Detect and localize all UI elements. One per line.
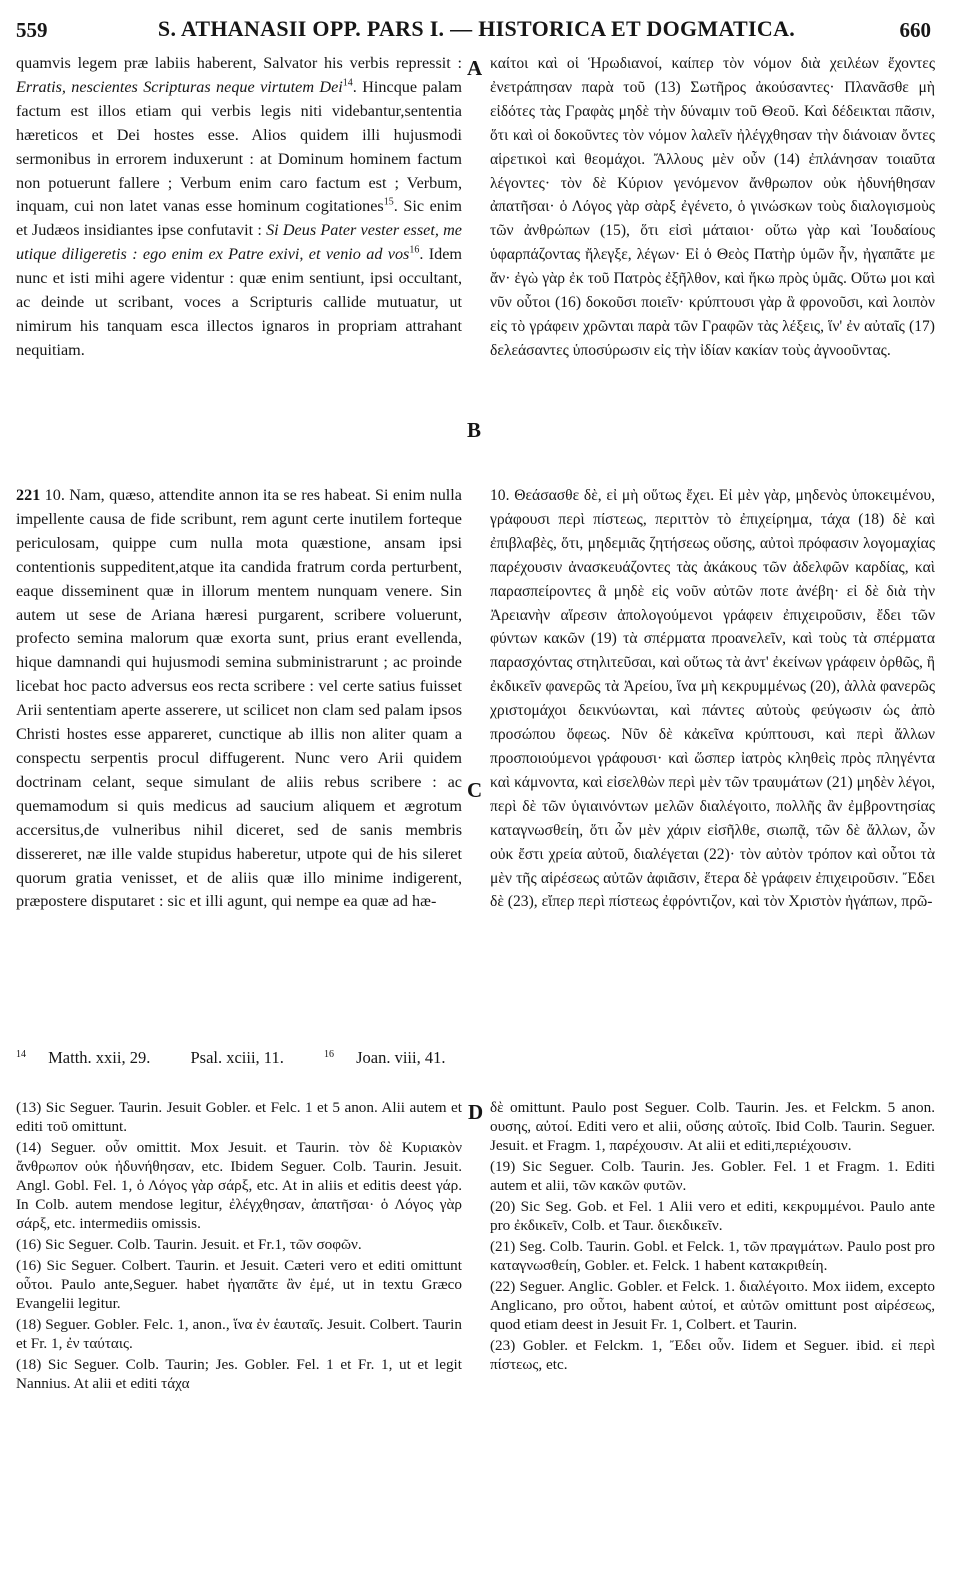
footnote: δὲ omittunt. Paulo post Seguer. Colb. Taurin. Jes. et Felckm. 5 anon. ουσης, αὐτοί. Editi vero et alii, οὔσης αὐτοῖς. Ibid Colb. Taurin. Seguer. Jesuit. et Fragm. 1, παρέχουσιν. At alii et editi,περιέχουσιν. [490,1099,935,1154]
footnote: (21) Seg. Colb. Taurin. Gobl. et Felck. 1, τῶν πραγμάτων. Paulo post pro καταγνωσθείη, Gobler. et. Felck. 1 habent κατακριθείη. [490,1238,935,1274]
latin-paragraph-1: quamvis legem præ labiis haberent, Salvator his verbis repressit : Erratis, nescientes Scripturas neque virtutem Dei$^{14}$. Hincque palam factum est illos etiam qui verbis legis niti videbantur,sententia hæreticos et Dei hostes esse. Alios quidem illi hujusmodi sermonibus in errorem induxerunt : at Dominum hominem factum non potuerunt fallere ; Verbum enim caro factum est ; Verbum, inquam, cui non latet vanas esse hominum cogitationes$^{15}$. Sic enim et Judæos insidiantes ipse confutavit : Si Deus Pater vester esset, me utique diligeretis : ego enim ex Patre exivi, et venio ad vos$^{16}$. Idem nunc et isti mihi agere videntur : quæ enim sentiunt, ipsi occultant, ac deinde ut scribant, voces a Scripturis callide mutuatur, ut nimirum his tanquam esca illectos ignaros in propriam attrahant nequitiam. [16,54,463,359]
margin-marker-b: B [467,418,482,442]
page-number-left: 559 [16,18,48,42]
margin-marker-d: D [468,1100,484,1124]
footnote: (23) Gobler. et Felckm. 1, Ἔδει οὖν. Iidem et Seguer. ibid. εἰ περὶ πίστεως, etc. [490,1337,935,1373]
footnote: (20) Sic Seg. Gob. et Fel. 1 Alii vero et editi, κεκρυμμένοι. Paulo ante pro ἐκδικεῖν, Colb. et Taur. διεκδικεῖν. [490,1198,935,1234]
greek-column-2 [490,484,935,914]
latin-column-2 [16,484,462,914]
latin-column-1 [16,52,462,363]
footnote: (16) Sic Seguer. Colb. Taurin. Jesuit. et Fr.1, τῶν σοφῶν. [16,1236,362,1253]
footnotes-right [490,1098,935,1376]
footnote: (18) Seguer. Gobler. Felc. 1, anon., ἵνα ἐν ἑαυταῖς. Jesuit. Colbert. Taurin et Fr. 1, ἐν ταύταις. [16,1316,462,1352]
footnote: (18) Sic Seguer. Colb. Taurin; Jes. Gobler. Fel. 1 et Fr. 1, ut et legit Nannius. At alii et editi τάχα [16,1356,462,1392]
greek-column-1 [490,52,935,363]
footnote: (16) Sic Seguer. Colbert. Taurin. et Jesuit. Cæteri vero et editi omittunt οὗτοι. Paulo ante,Seguer. habet ἠγαπᾶτε ἂν ἐμέ, ut in textu Græco Evangelii legitur. [16,1257,462,1312]
reference-item: Psal. xciii, 11. [190,1048,284,1067]
footnote: (13) Sic Seguer. Taurin. Jesuit Gobler. et Felc. 1 et 5 anon. Alii autem et editi τοῦ omittunt. [16,1099,462,1135]
scripture-references [16,1048,936,1068]
reference-item: $^{14}$ Matth. xxii, 29. [16,1048,151,1067]
footnote: (22) Seguer. Anglic. Gobler. et Felck. 1. διαλέγοιτο. Mox iidem, excepto Anglicano, pro οὗτοι, habent αὐτοί, et αὐτῶν omittunt post αἱρέσεως, quod etiam deest in Jesuit Fr. 1, Colbert. et Taurin. [490,1278,935,1333]
margin-marker-c: C [467,778,483,802]
greek-paragraph-1: καίτοι καὶ οἱ Ἡρωδιανοί, καίπερ τὸν νόμον διὰ χειλέων ἔχοντες ἐνετράπησαν παρὰ τοῦ (13) Σωτῆρος ἀκούσαντες· Πλανᾶσθε μὴ εἰδότες τὰς Γραφὰς μηδὲ τὴν δύναμιν τοῦ Θεοῦ. Καὶ δέδεικται πᾶσιν, ὅτι καὶ οἱ δοκοῦντες τὸν νόμον λαλεῖν ἠλέγχθησαν τὴν διάνοιαν ὄντες αἱρετικοὶ καὶ θεομάχοι. Ἄλλους μὲν οὖν (14) ἐπλάνησαν τοιαῦτα λέγοντες· τὸν δὲ Κύριον γενόμενον ἄνθρωπον οὐκ ἠδυνήθησαν ἀπατῆσαι· ὁ Λόγος γὰρ σὰρξ ἐγένετο, ὁ γινώσκων τοὺς διαλογισμοὺς τῶν ἀνθρώπων (15), ὅτι εἰσὶ μάταιοι· οὕτω γὰρ καὶ Ἰουδαίους ὑφαρπάζοντας ἤλεγξε, λέγων· Εἰ ὁ Θεὸς Πατὴρ ὑμῶν ἦν, ἠγαπᾶτε με ἄν· ἐγὼ γὰρ ἐκ τοῦ Πατρὸς ἐξῆλθον, καὶ ἥκω πρὸς ὑμᾶς. Οὕτω μοι καὶ νῦν οὗτοι (16) δοκοῦσι ποιεῖν· κρύπτουσι γὰρ ἃ φρονοῦσι, καὶ λοιπὸν εἰς τὸ γράφειν χρῶνται παρὰ τῶν Γραφῶν τὰς λέξεις, ἵν' ἐν αὐταῖς (17) δελεάσαντες ὑποσύρωσιν εἰς τὴν ἰδίαν κακίαν τοὺς ἀγνοοῦντας. [490,55,935,359]
running-header [0,14,953,48]
margin-marker-a: A [467,56,483,80]
running-title: S. ATHANASII OPP. PARS I. — HISTORICA ET DOGMATICA. [157,16,796,41]
latin-paragraph-2: 221 10. Nam, quæso, attendite annon ita se res habeat. Si enim nulla impellente causa de fide scribunt, rem agunt certe inutilem forteque periculosam, quippe cum nulla mota quæstione, ansam ipsi contentionis suppeditent,atque ita candida fratrum corda perturbent, eaque disseminent quæ in illorum mentem nunquam venere. Sin autem ut sese de Ariana hæresi purgarent, scribere voluerunt, profecto semina malorum quæ exorta sunt, prius erant evellenda, hique damnandi qui hujusmodi semina subministrarunt ; ac proinde licebat hoc pacto adversus eos recta scribere : vel certe satius fuisset Arii sententiam aperte asserere, ut scilicet non clam sed palam ipsos Christi hostes esse appareret, cunctique ab illis non aliter quam a conspectu serpentis procul diffugerent. Nunc vero Arii quidem doctrinam celant, seque simulant de aliis rebus scribere : ac quemamodum si quis medicus ad saucium aliquem et ægrotum accersitus,de vulneribus nihil diceret, sed de sanis membris dissereret, næ ille valde stupidus haberetur, utpote qui de his sileret quorum gratia venisset, et de aliis quæ illo minime indigerent, præpostere disputaret : sic et illi agunt, qui nempe ea quæ ad hæ- [16,486,462,911]
reference-item: $^{16}$ Joan. viii, 41. [323,1048,446,1067]
footnote: (19) Sic Seguer. Colb. Taurin. Jes. Gobler. Fel. 1 et Fragm. 1. Editi autem et alii, τῶν κακῶν φυτῶν. [490,1158,935,1194]
page-number-right: 660 [899,18,931,42]
old-page-number: 221 [16,486,41,504]
footnotes-left [16,1098,462,1395]
greek-paragraph-2: 10. Θεάσασθε δὲ, εἰ μὴ οὕτως ἔχει. Εἰ μὲν γὰρ, μηδενὸς ὑποκειμένου, γράφουσι περὶ πίστεως, περιττὸν τὸ ἐπιχείρημα, τάχα (18) δὲ καὶ ἐπιβλαβὲς, ὅτι, μηδεμιᾶς ζητήσεως οὔσης, αὐτοὶ πρόφασιν λογομαχίας παρέχουσιν ἀνασκευάζοντες τὰς ἀκάκους τῶν ἀδελφῶν καρδίας, καὶ παρασπείροντες ἃ μηδὲ εἰς νοῦν αὐτῶν ποτε ἀνέβη· εἰ δὲ διὰ τὴν Ἀρειανὴν αἵρεσιν ἀπολογούμενοι γράφειν ἐπιχειροῦσιν, ἔδει τῶν φύντων κακῶν (19) τὰ σπέρματα προανελεῖν, καὶ τοὺς τὰ σπέρματα παρασχόντας στηλιτεῦσαι, καὶ οὕτως τὰ ἀντ' ἐκείνων γράφειν ὀρθῶς, ἢ ἐκδικεῖν φανερῶς τὰ Ἀρείου, ἵνα μὴ κεκρυμμένως (20), ἀλλὰ φανερῶς χριστομάχοι δεικνύωνται, καὶ πάντες αὐτοὺς φεύγωσιν ὡς ἀπὸ προσώπου ὄφεως. Νῦν δὲ κἀκεῖνα κρύπτουσι, καὶ περὶ ἄλλων προσποιούμενοι γράφουσι· καὶ ὥσπερ ἰατρὸς κληθεὶς πρὸς πληγέντα καὶ κάμνοντα, καὶ εἰσελθὼν περὶ μὲν τῶν τραυμάτων (21) μηδὲν λέγοι, περὶ δὲ τῶν ὑγιαινόντων μελῶν διαλέγοιτο, πολλῆς ἂν ἐμβροντησίας καταγνωσθείη, ὅτι ὧν μὲν χάριν εἰσῆλθε, σιωπᾷ, τῶν δὲ ἄλλων, ὧν οὐκ ἔστι χρεία αὐτοῦ, διαλέγεται (22)· τὸν αὐτὸν τρόπον καὶ οὗτοι τὰ μὲν τῆς αἱρέσεως αὐτῶν ἀφιᾶσιν, ἕτερα δὲ γράφειν ἐπιχειροῦσιν. Ἔδει δὲ (23), εἴπερ περὶ πίστεως ἐφρόντιζον, καὶ τὸν Χριστὸν ἠγάπων, πρῶ- [490,487,935,911]
footnote: (14) Seguer. οὖν omittit. Mox Jesuit. et Taurin. τὸν δὲ Κυριακὸν ἄνθρωπον οὐκ ἠδυνήθησαν, etc. Ibidem Seguer. Colb. Taurin. Jesuit. Angl. Gobl. Fel. 1, ὁ Λόγος γὰρ σάρξ, etc. At in aliis et editis deest γάρ. In Colb. autem mendose legitur, ἐλέγχθησαν, ἀπατῆσαι· ὁ Λόγος γὰρ σάρξ, etc. intermediis omissis. [16,1139,462,1232]
